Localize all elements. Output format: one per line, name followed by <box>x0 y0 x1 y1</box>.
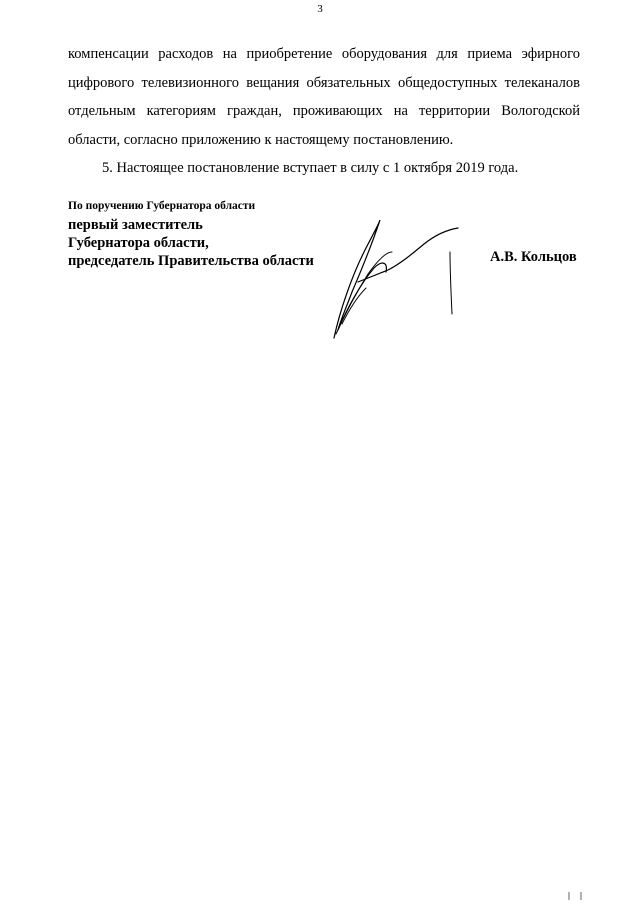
page-number: 3 <box>317 3 323 15</box>
signature-title-line: Губернатора области, <box>68 235 209 251</box>
scan-marks <box>566 891 586 901</box>
signatory-name: А.В. Кольцов <box>490 249 577 265</box>
document-body <box>68 40 580 183</box>
paragraph-line: отдельным категориям граждан, проживающих на территории Вологодской <box>68 103 580 119</box>
paragraph-line: области, согласно приложению к настоящему постановлению. <box>68 131 454 148</box>
paragraph-compensation <box>68 40 580 154</box>
signature-block <box>68 198 314 270</box>
effective-date-text: 5. Настоящее постановление вступает в силу с 1 октября 2019 года. <box>102 160 519 176</box>
signature-title-line: председатель Правительства области <box>68 253 314 269</box>
paragraph-effective-date <box>68 154 580 183</box>
signature-title-line: первый заместитель <box>68 217 203 233</box>
signature-note: По поручению Губернатора области <box>68 200 256 212</box>
handwritten-signature <box>328 212 468 342</box>
paragraph-line: компенсации расходов на приобретение оборудования для приема эфирного <box>68 46 580 62</box>
paragraph-line: цифрового телевизионного вещания обязательных общедоступных телеканалов <box>68 74 580 91</box>
